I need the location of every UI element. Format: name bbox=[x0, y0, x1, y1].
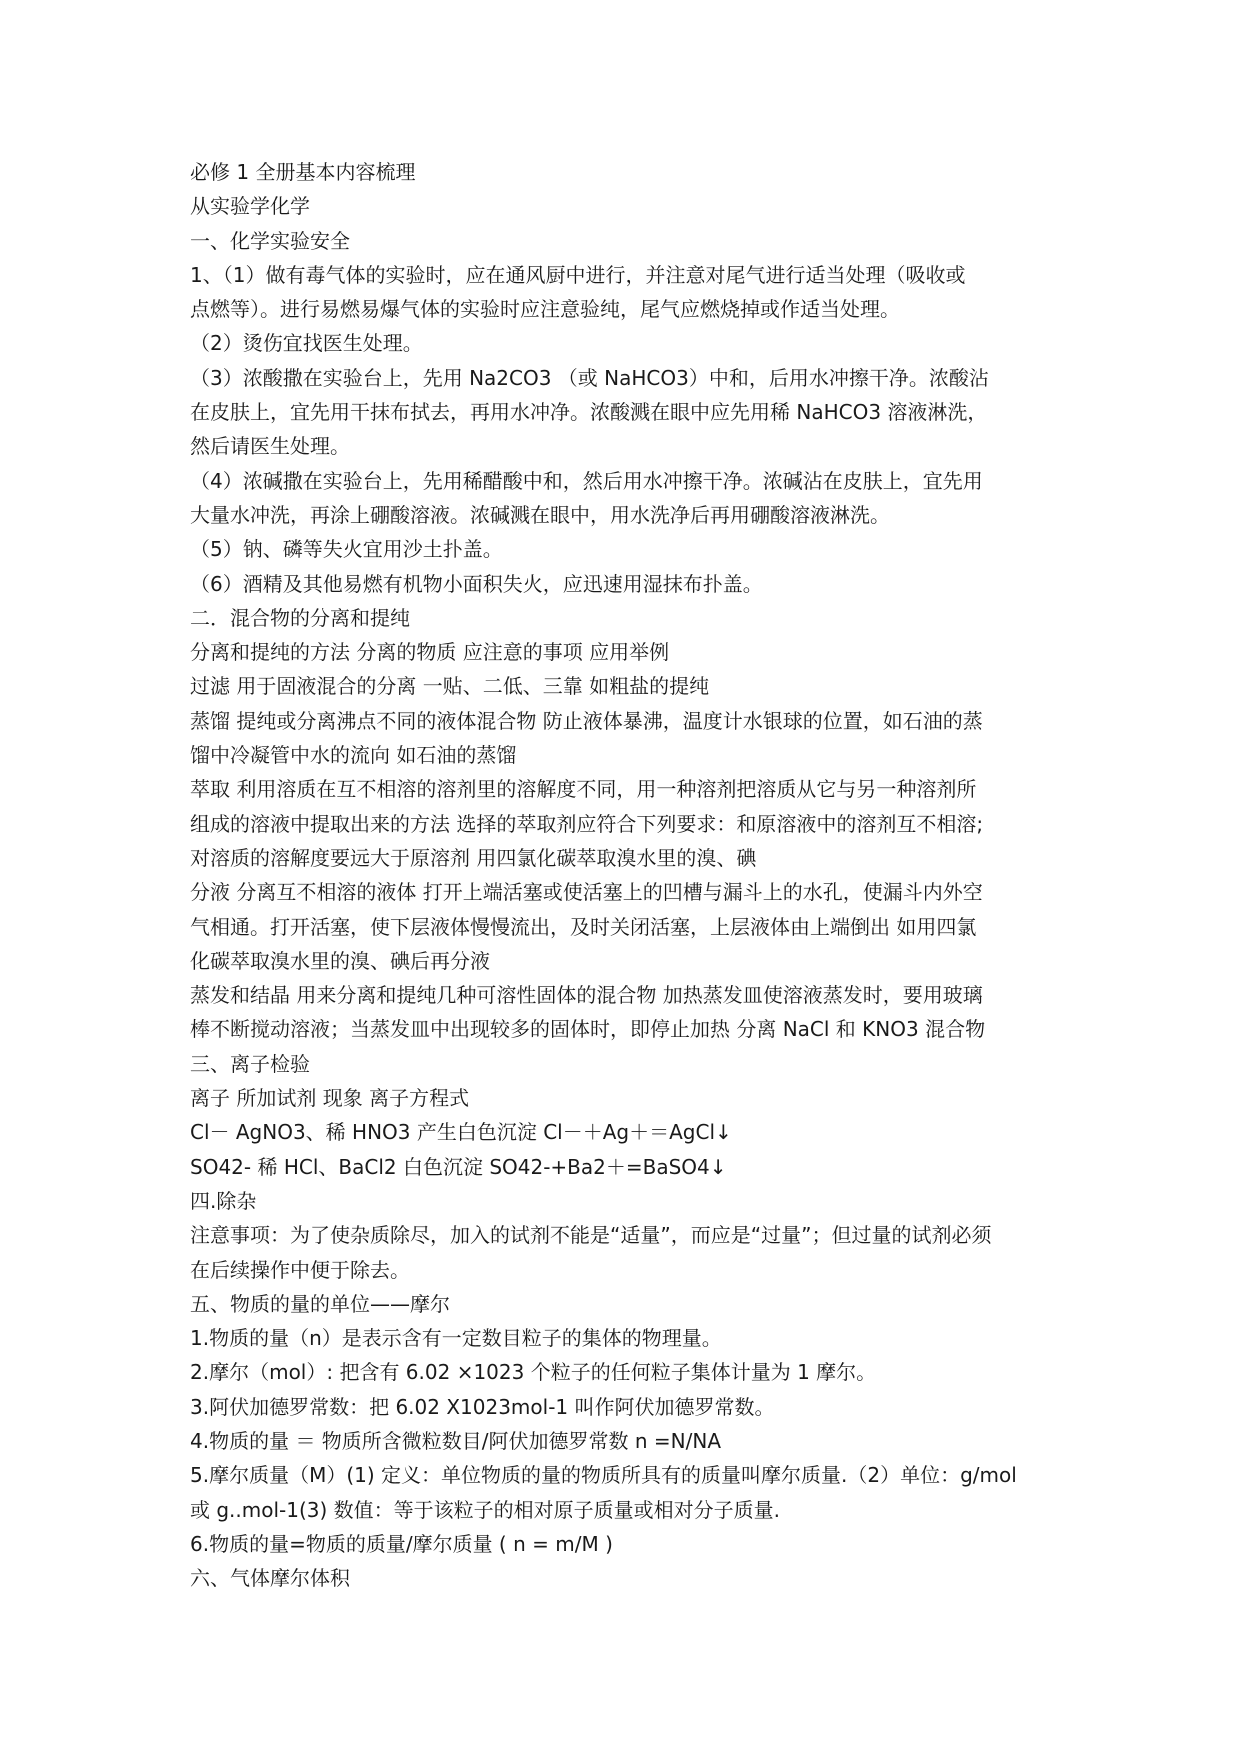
text-line: 馏中冷凝管中水的流向 如石油的蒸馏 bbox=[190, 743, 517, 768]
text-line: 棒不断搅动溶液；当蒸发皿中出现较多的固体时，即停止加热 分离 NaCl 和 KNO3 混合物 bbox=[190, 1017, 986, 1042]
text-line: 3.阿伏加德罗常数：把 6.02 X1023mol-1 叫作阿伏加德罗常数。 bbox=[190, 1394, 775, 1419]
text-line: 萃取 利用溶质在互不相溶的溶剂里的溶解度不同，用一种溶剂把溶质从它与另一种溶剂所 bbox=[190, 777, 977, 802]
text-line: 从实验学化学 bbox=[190, 194, 310, 219]
text-line: 大量水冲洗，再涂上硼酸溶液。浓碱溅在眼中，用水洗净后再用硼酸溶液淋洗。 bbox=[190, 502, 890, 527]
text-line: 三、离子检验 bbox=[190, 1051, 310, 1076]
text-line: （5）钠、磷等失火宜用沙土扑盖。 bbox=[190, 537, 503, 562]
text-line: 一、化学实验安全 bbox=[190, 228, 350, 253]
text-line: 4.物质的量 ＝ 物质所含微粒数目/阿伏加德罗常数 n =N/NA bbox=[190, 1428, 722, 1453]
text-line: 六、气体摩尔体积 bbox=[190, 1566, 350, 1591]
text-line: 五、物质的量的单位——摩尔 bbox=[190, 1291, 450, 1316]
text-line: 蒸馏 提纯或分离沸点不同的液体混合物 防止液体暴沸，温度计水银球的位置，如石油的蒸 bbox=[190, 708, 983, 733]
text-line: 注意事项：为了使杂质除尽，加入的试剂不能是“适量”，而应是“过量”；但过量的试剂必须 bbox=[190, 1223, 992, 1248]
text-line: 6.物质的量=物质的质量/摩尔质量 ( n = m/M ) bbox=[190, 1531, 613, 1556]
text-line: 组成的溶液中提取出来的方法 选择的萃取剂应符合下列要求：和原溶液中的溶剂互不相溶; bbox=[190, 811, 984, 836]
text-line: 1.物质的量（n）是表示含有一定数目粒子的集体的物理量。 bbox=[190, 1326, 722, 1351]
text-line: （2）烫伤宜找医生处理。 bbox=[190, 331, 423, 356]
text-line: 四.除杂 bbox=[190, 1188, 257, 1213]
text-line: 点燃等）。进行易燃易爆气体的实验时应注意验纯，尾气应燃烧掉或作适当处理。 bbox=[190, 297, 900, 322]
text-line: （4）浓碱撒在实验台上，先用稀醋酸中和，然后用水冲擦干净。浓碱沾在皮肤上，宜先用 bbox=[190, 468, 983, 493]
text-line: 离子 所加试剂 现象 离子方程式 bbox=[190, 1086, 470, 1111]
text-line: 在后续操作中便于除去。 bbox=[190, 1257, 410, 1282]
text-line: 分离和提纯的方法 分离的物质 应注意的事项 应用举例 bbox=[190, 640, 670, 665]
text-line: 然后请医生处理。 bbox=[190, 434, 350, 459]
text-line: 或 g..mol-1(3) 数值：等于该粒子的相对原子质量或相对分子质量. bbox=[190, 1497, 781, 1522]
text-line: 二．混合物的分离和提纯 bbox=[190, 605, 410, 630]
text-line: 2.摩尔（mol）: 把含有 6.02 ×1023 个粒子的任何粒子集体计量为 1 摩尔。 bbox=[190, 1360, 877, 1385]
text-line: 过滤 用于固液混合的分离 一贴、二低、三靠 如粗盐的提纯 bbox=[190, 674, 710, 699]
text-line: 化碳萃取溴水里的溴、碘后再分液 bbox=[190, 948, 490, 973]
text-line: （6）酒精及其他易燃有机物小面积失火，应迅速用湿抹布扑盖。 bbox=[190, 571, 763, 596]
text-line: 气相通。打开活塞，使下层液体慢慢流出，及时关闭活塞，上层液体由上端倒出 如用四氯 bbox=[190, 914, 977, 939]
text-line: SO42- 稀 HCl、BaCl2 白色沉淀 SO42-+Ba2＋=BaSO4↓ bbox=[190, 1154, 727, 1179]
document-body bbox=[190, 155, 1070, 1595]
text-line: 在皮肤上，宜先用干抹布拭去，再用水冲净。浓酸溅在眼中应先用稀 NaHCO3 溶液淋洗， bbox=[190, 400, 988, 425]
text-line: 必修 1 全册基本内容梳理 bbox=[190, 160, 416, 184]
text-line: （3）浓酸撒在实验台上，先用 Na2CO3 （或 NaHCO3）中和，后用水冲擦干净。浓酸沾 bbox=[190, 365, 989, 390]
text-line: 对溶质的溶解度要远大于原溶剂 用四氯化碳萃取溴水里的溴、碘 bbox=[190, 845, 757, 870]
text-line: Cl－ AgNO3、稀 HNO3 产生白色沉淀 Cl－＋Ag＋＝AgCl↓ bbox=[190, 1120, 732, 1145]
text-line: 1、（1）做有毒气体的实验时，应在通风厨中进行，并注意对尾气进行适当处理（吸收或 bbox=[190, 262, 966, 287]
text-line: 分液 分离互不相溶的液体 打开上端活塞或使活塞上的凹槽与漏斗上的水孔，使漏斗内外空 bbox=[190, 880, 983, 905]
text-line: 蒸发和结晶 用来分离和提纯几种可溶性固体的混合物 加热蒸发皿使溶液蒸发时，要用玻璃 bbox=[190, 983, 983, 1008]
text-line: 5.摩尔质量（M）(1) 定义：单位物质的量的物质所具有的质量叫摩尔质量.（2）单位：g/mol bbox=[190, 1463, 1017, 1488]
